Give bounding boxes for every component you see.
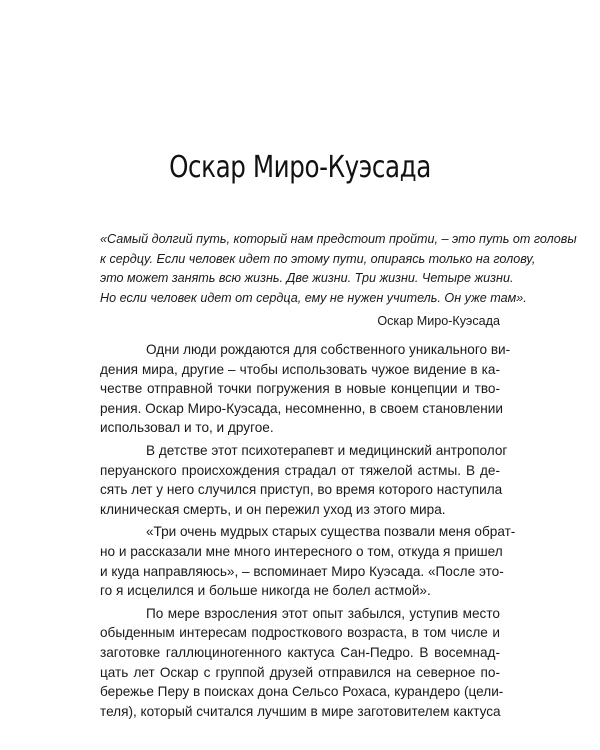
text-line: По мере взросления этот опыт забылся, уступив место (146, 605, 500, 621)
text-line: рения. Оскар Миро-Куэсада, несомненно, в своем становлении (100, 400, 503, 416)
text-line: и куда направляюсь», – вспоминает Миро Куэсада. «После это- (100, 563, 504, 579)
epigraph-line: «Самый долгий путь, который нам предстоит пройти, – это путь от головы (100, 232, 577, 246)
text-line: заготовке галлюциногенного кактуса Сан-Педро. В восемнад- (100, 644, 500, 660)
paragraph (100, 522, 516, 600)
text-line: го я исцелился и больше никогда не болел астмой». (100, 583, 431, 599)
text-line: сять лет у него случился приступ, во время которого наступила (100, 482, 503, 498)
text-line: обыденным интересам подросткового возраста, в том числе и (100, 625, 500, 641)
chapter-title: Оскар Миро-Куэсада (169, 150, 431, 185)
epigraph-line: к сердцу. Если человек идет по этому пути, опираясь только на голову, (100, 251, 536, 266)
text-line: но и рассказали мне много интересного о том, откуда я пришел (100, 543, 503, 559)
text-line: бережье Перу в поисках дона Сельсо Рохаса, курандеро (цели- (100, 684, 504, 700)
body-text (100, 340, 516, 724)
epigraph-line: это может занять всю жизнь. Две жизни. Три жизни. Четыре жизни. (100, 271, 514, 286)
text-line: теля), который считался лучшим в мире заготовителем кактуса (100, 703, 501, 719)
text-line: «Три очень мудрых старых существа позвали меня обрат- (146, 524, 516, 540)
epigraph-line: Но если человек идет от сердца, ему не нужен учитель. Он уже там». (100, 290, 527, 305)
paragraph (100, 340, 511, 438)
paragraph (100, 604, 504, 722)
epigraph (100, 230, 577, 332)
text-line: В детстве этот психотерапевт и медицинский антрополог (146, 442, 508, 458)
text-line: цать лет Оскар с группой друзей отправился на северное по- (100, 664, 500, 680)
text-line: использовал и то, и другое. (100, 420, 274, 436)
text-line: перуанского происхождения страдал от тяжелой астмы. В де- (100, 462, 500, 478)
text-line: честве отправной точки погружения в новые концепции и тво- (100, 381, 500, 397)
paragraph (100, 441, 508, 519)
text-line: Одни люди рождаются для собственного уникального ви- (146, 342, 511, 357)
text-line: дения мира, другие – чтобы использовать чужое видение в ка- (100, 361, 500, 377)
epigraph-author: Оскар Миро-Куэсада (377, 314, 500, 329)
text-line: клиническая смерть, и он пережил уход из этого мира. (100, 501, 446, 517)
